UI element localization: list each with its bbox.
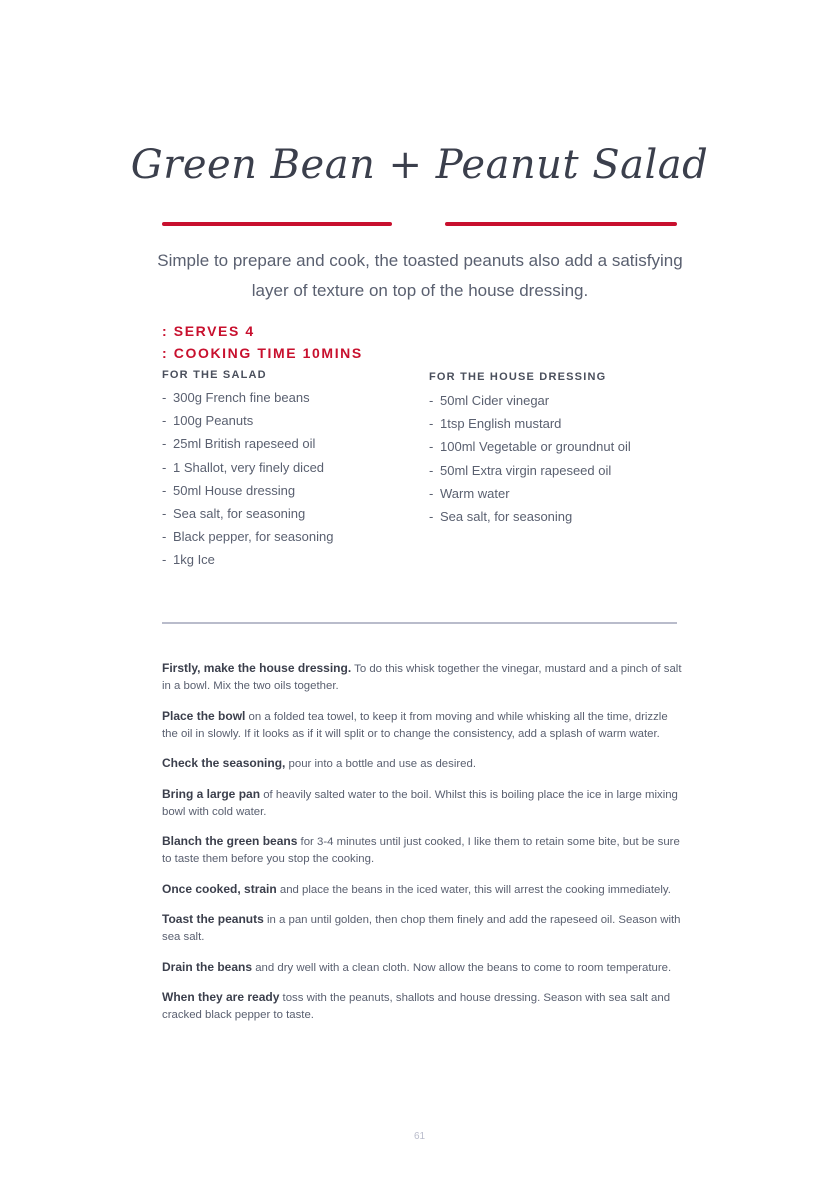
method-step: Once cooked, strain and place the beans in the iced water, this will arrest the cooking immediately. xyxy=(162,881,671,896)
section-divider xyxy=(162,622,677,624)
list-item: - Black pepper, for seasoning xyxy=(162,529,334,545)
title-underline-right xyxy=(445,222,677,226)
list-item: - 50ml Extra virgin rapeseed oil xyxy=(429,462,612,478)
method-step: Bring a large pan of heavily salted water to the boil. Whilst this is boiling place the ice in large mixing bowl with cold water. xyxy=(162,786,678,818)
method-steps xyxy=(162,660,682,1037)
list-item: - 50ml Cider vinegar xyxy=(429,393,550,408)
method-step: Place the bowl on a folded tea towel, to keep it from moving and while whisking all the time, drizzle the oil in slowly. If it looks as if it will split or to change the consistency, add a splash of warm water. xyxy=(162,708,668,740)
list-item: - Sea salt, for seasoning xyxy=(429,508,573,524)
serves-label: : SERVES 4 xyxy=(162,323,255,339)
dressing-ingredient-list xyxy=(429,389,631,528)
title-underline-left xyxy=(162,222,392,226)
list-item: - 1tsp English mustard xyxy=(429,416,562,432)
recipe-intro: Simple to prepare and cook, the toasted peanuts also add a satisfying layer of texture on top of the house dressing. xyxy=(157,251,683,300)
list-item: - 100ml Vegetable or groundnut oil xyxy=(429,439,631,455)
cooking-time-label: : COOKING TIME 10MINS xyxy=(162,345,363,361)
list-item: - 100g Peanuts xyxy=(162,413,254,429)
salad-heading: FOR THE SALAD xyxy=(162,369,267,381)
method-step: Drain the beans and dry well with a clean cloth. Now allow the beans to come to room temperature. xyxy=(162,959,672,974)
list-item: - 1kg Ice xyxy=(162,552,215,568)
method-step: When they are ready toss with the peanuts, shallots and house dressing. Season with sea salt and cracked black pepper to taste. xyxy=(162,990,671,1021)
method-step: Toast the peanuts in a pan until golden, then chop them finely and add the rapeseed oil. Season with sea salt. xyxy=(162,912,681,943)
method-step: Check the seasoning, pour into a bottle and use as desired. xyxy=(162,756,476,770)
method-step: Blanch the green beans for 3-4 minutes until just cooked, I like them to retain some bite, but be sure to taste them before you stop the cooking. xyxy=(162,834,680,865)
list-item: - 1 Shallot, very finely diced xyxy=(162,459,325,475)
page-number: 61 xyxy=(413,1131,426,1142)
list-item: - Sea salt, for seasoning xyxy=(162,505,306,521)
list-item: - Warm water xyxy=(429,485,510,501)
list-item: - 300g French fine beans xyxy=(162,390,310,405)
list-item: - 25ml British rapeseed oil xyxy=(162,436,316,452)
recipe-title: Green Bean + Peanut Salad xyxy=(130,142,709,188)
list-item: - 50ml House dressing xyxy=(162,482,296,498)
method-step: Firstly, make the house dressing. To do this whisk together the vinegar, mustard and a pinch of salt in a bowl. Mix the two oils together. xyxy=(162,661,682,692)
salad-ingredient-list xyxy=(162,386,333,572)
dressing-heading: FOR THE HOUSE DRESSING xyxy=(429,371,607,383)
